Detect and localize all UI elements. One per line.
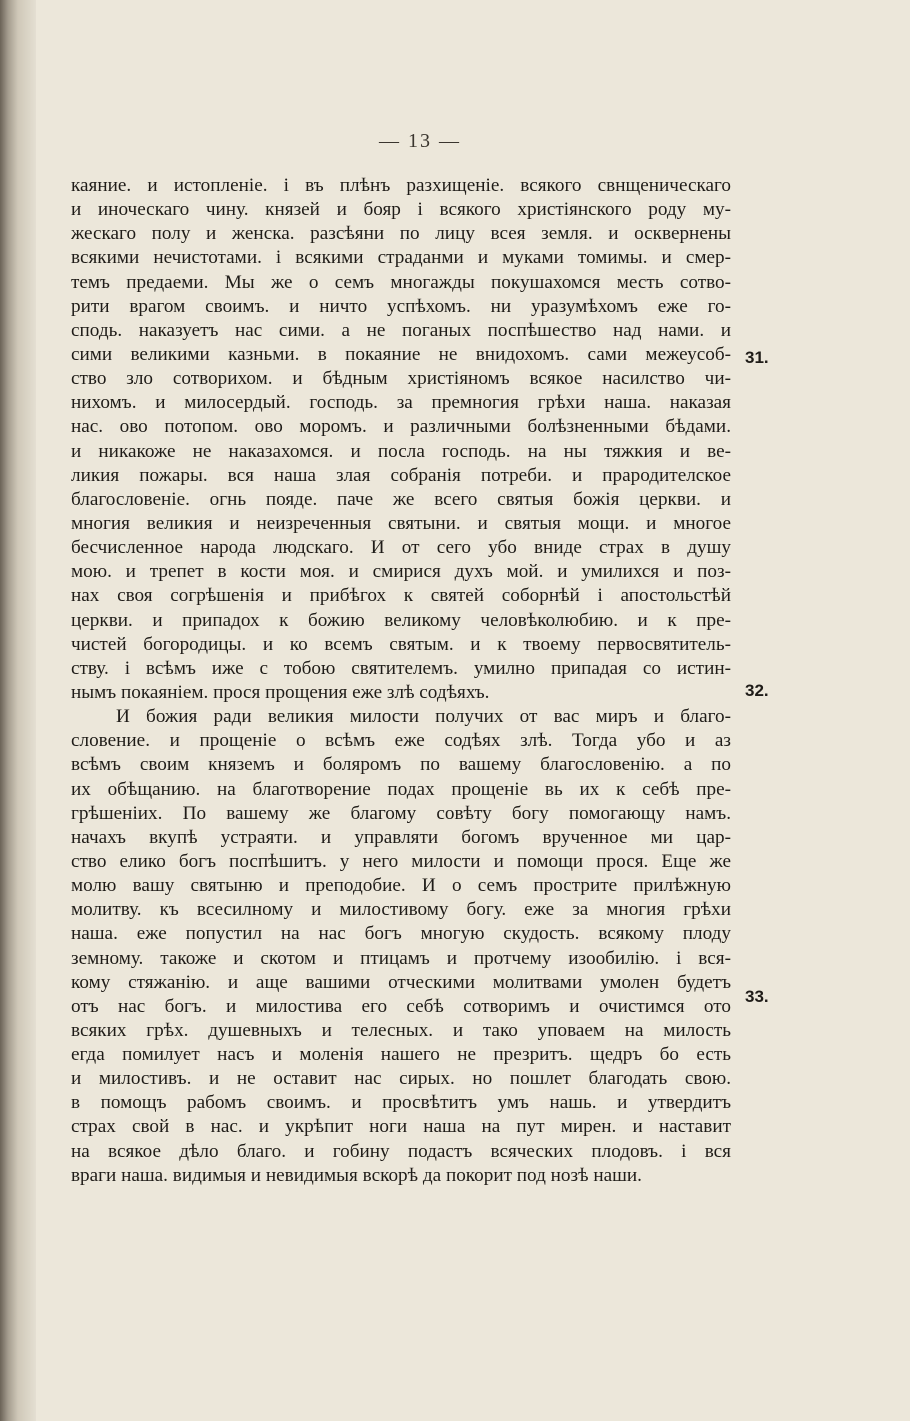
text-line: жескаго полу и женска. разсѣяни по лицу всея земля. и осквернены: [71, 223, 731, 245]
text-line: всяких грѣх. душевныхъ и телесных. и тако уповаем на милость: [71, 1019, 731, 1041]
text-line: ство зло сотворихом. и бѣдным христіяномъ всякое насилство чи-: [71, 368, 731, 390]
text-line: нихомъ. и милосердый. господь. за премногия грѣхи наша. наказая: [71, 392, 731, 414]
text-line: словение. и прощеніе о всѣмъ еже содѣях злѣ. Тогда убо и аз: [71, 730, 731, 752]
text-line: на всякое дѣло благо. и гобину подастъ всяческих плодовъ. і вся: [71, 1140, 731, 1162]
paragraph-start-line: И божия ради великия милости получих от вас миръ и благо-: [116, 706, 731, 728]
page-number: — 13 —: [379, 130, 461, 152]
text-line: ство елико богъ поспѣшитъ. у него милости и помощи прося. Еще же: [71, 850, 731, 872]
text-line: и иноческаго чину. князей и бояр і всякого христіянского роду му-: [71, 199, 731, 221]
text-line: сими великими казньми. в покаяние не внидохомъ. сами межеусоб-: [71, 343, 731, 365]
margin-number-31: 31.: [745, 348, 769, 367]
text-line: кому стяжанію. и аще вашими отческими молитвами умолен будетъ: [71, 971, 731, 993]
text-line: многия великия и неизреченныя святыни. и святыя мощи. и многое: [71, 512, 731, 534]
text-line: темъ предаеми. Мы же о семъ многажды покушахомся месть сотво-: [71, 271, 731, 293]
text-line: каяние. и истопленіе. і въ плѣнъ разхищеніе. всякого свнщеническаго: [71, 175, 731, 196]
text-line: и никакоже не наказахомся. и посла господь. на ны тяжкия и ве-: [71, 440, 731, 462]
paragraph-end-line: нымъ покаяніем. прося прощения еже злѣ содѣяхъ.: [71, 681, 490, 703]
text-line: бесчисленное народа людскаго. И от сего убо вниде страх в душу: [71, 537, 731, 559]
margin-number-33: 33.: [745, 987, 769, 1006]
text-line: в помощъ рабомъ своимъ. и просвѣтитъ умъ нашь. и утвердитъ: [71, 1092, 731, 1114]
margin-number-32: 32.: [745, 681, 769, 700]
text-line: и милостивъ. и не оставит нас сирых. но пошлет благодать свою.: [71, 1068, 731, 1090]
text-line: их обѣщанию. на благотворение подах прощеніе вь их к себѣ пре-: [71, 778, 731, 800]
text-line: ству. і всѣмъ иже с тобою святителемъ. умилно припадая со истин-: [71, 657, 731, 679]
text-line: грѣшеніих. По вашему же благому совѣту богу помогающу намъ.: [71, 802, 731, 824]
text-line: церкви. и припадох к божию великому человѣколюбию. и к пре-: [71, 609, 731, 631]
text-line: земному. такоже и скотом и птицамъ и протчему изообилію. і вся-: [71, 947, 731, 969]
text-line: всѣмъ своим княземъ и боляромъ по вашему благословенію. а по: [71, 754, 731, 776]
text-line: благословеніе. огнь поядe. паче же всего святыя божія церкви. и: [71, 488, 731, 510]
text-line: егда помилует насъ и моленія нашего не презритъ. щедръ бо есть: [71, 1044, 731, 1066]
text-line: всякими нечистотами. і всякими страданми и муками томимы. и смер-: [71, 247, 731, 269]
text-line: нах своя согрѣшенія и прибѣгох к святей соборнѣй і апостольстѣй: [71, 585, 731, 607]
text-line: мою. и трепет в кости моя. и смирися духъ мой. и умилихся и поз-: [71, 561, 731, 583]
book-spine-shadow: [0, 0, 36, 1421]
paragraph-end-line: враги наша. видимыя и невидимыя вскорѣ да покорит под нозѣ наши.: [71, 1164, 642, 1186]
text-line: нас. ово потопом. ово моромъ. и различными болѣзненными бѣдами.: [71, 416, 731, 438]
text-line: рити врагом своимъ. и ничто успѣхомъ. ни уразумѣхомъ еже го-: [71, 295, 731, 317]
text-line: чистей богородицы. и ко всемъ святым. и к твоему первосвятитель-: [71, 633, 731, 655]
text-line: наша. еже попустил на нас богъ многую скудость. всякому плоду: [71, 923, 731, 945]
text-line: сподь. наказуетъ нас сими. а не поганых поспѣшество над нами. и: [71, 319, 731, 341]
text-line: ликия пожары. вся наша злая собранія потреби. и прародителское: [71, 464, 731, 486]
body-text: [71, 174, 731, 1188]
text-line: страх свой в нас. и укрѣпит ноги наша на пут мирен. и наставит: [71, 1116, 731, 1138]
text-line: молю вашу святыню и преподобие. И о семъ прострите прилѣжную: [71, 875, 731, 897]
text-line: отъ нас богъ. и милостива его себѣ сотворимъ и очистимся ото: [71, 995, 731, 1017]
text-line: начахъ вкупѣ устраяти. и управляти богомъ врученное ми цар-: [71, 826, 731, 848]
text-line: молитву. къ всесилному и милостивому богу. еже за многия грѣхи: [71, 899, 731, 921]
